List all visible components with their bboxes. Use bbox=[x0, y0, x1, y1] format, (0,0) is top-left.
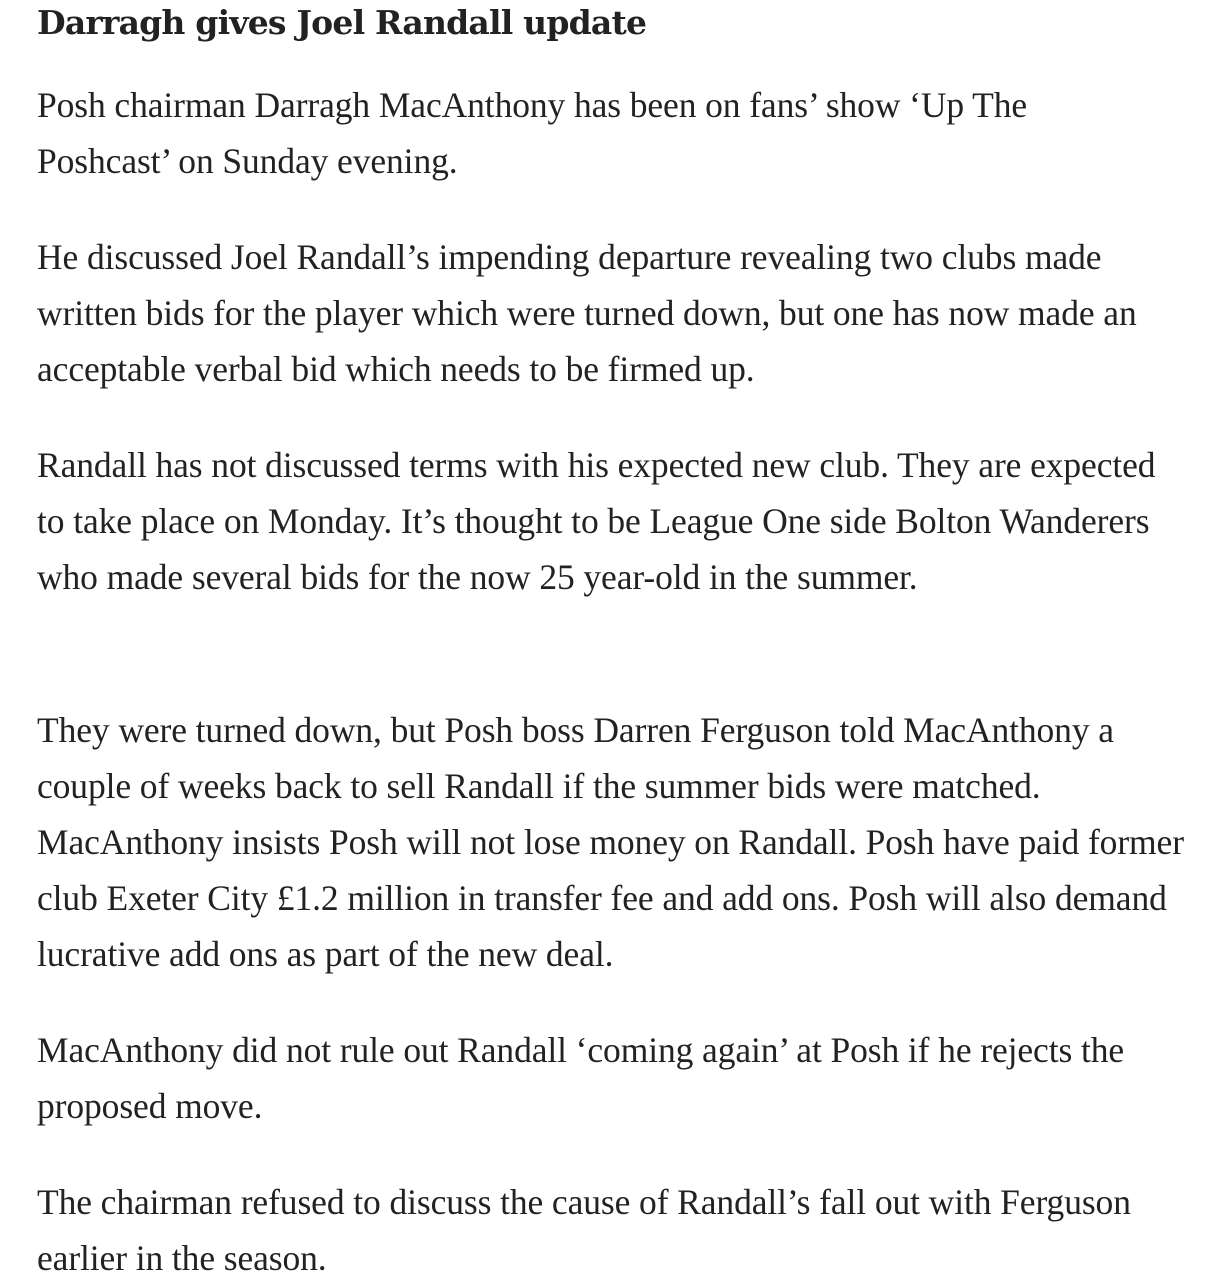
article-body bbox=[37, 0, 1207, 1278]
article-headline: Darragh gives Joel Randall update bbox=[37, 3, 647, 42]
article-paragraph: Posh chairman Darragh MacAnthony has been on fans’ show ‘Up The Poshcast’ on Sunday evening. bbox=[37, 85, 1028, 181]
article-paragraph: They were turned down, but Posh boss Darren Ferguson told MacAnthony a couple of weeks back to sell Randall if the summer bids were matched. MacAnthony insists Posh will not lose money on Randall. Posh have paid former club Exeter City £1.2 million in transfer fee and add ons. Posh will also demand lucrative add ons as part of the new deal. bbox=[37, 710, 1184, 974]
article-paragraph: The chairman refused to discuss the cause of Randall’s fall out with Ferguson earlier in the season. bbox=[37, 1182, 1131, 1278]
article-paragraph: Randall has not discussed terms with his expected new club. They are expected to take place on Monday. It’s thought to be League One side Bolton Wanderers who made several bids for the now 25 year-old in the summer. bbox=[37, 445, 1156, 597]
article-paragraph: He discussed Joel Randall’s impending departure revealing two clubs made written bids for the player which were turned down, but one has now made an acceptable verbal bid which needs to be firmed up. bbox=[37, 237, 1137, 389]
article-paragraph: MacAnthony did not rule out Randall ‘coming again’ at Posh if he rejects the proposed move. bbox=[37, 1030, 1125, 1126]
